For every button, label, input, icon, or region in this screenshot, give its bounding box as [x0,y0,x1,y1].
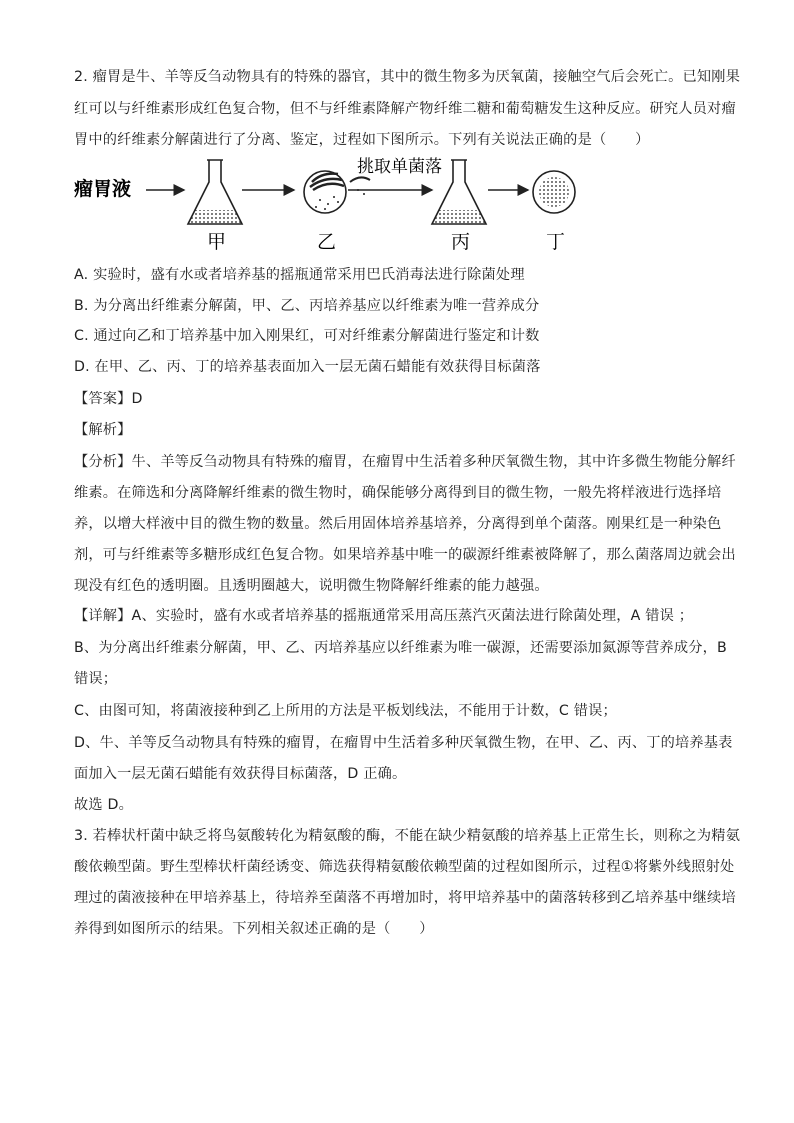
pick-colony-label: 挑取单菌落 [357,157,442,177]
analysis-line-3: 养，以增大样液中目的微生物的数量。然后用固体培养基培养，分离得到单个菌落。刚果红是一种染色 [74,516,722,532]
analysis-title: 【解析】 [74,422,132,438]
rumen-fluid-label: 瘤胃液 [74,178,132,200]
streak-plate-yi-icon [304,171,346,213]
detail-line-4: C、由图可知，将菌液接种到乙上所用的方法是平板划线法，不能用于计数，C 错误； [74,703,617,719]
detail-line-2: B、为分离出纤维素分解菌，甲、乙、丙培养基应以纤维素为唯一碳源，还需要添加氮源等营养成分，B [74,640,727,656]
detail-line-6: 面加入一层无菌石蜡能有效获得目标菌落，D 正确。 [74,766,407,782]
option-c: C. 通过向乙和丁培养基中加入刚果红，可对纤维素分解菌进行鉴定和计数 [74,328,540,344]
label-ding: 丁 [546,231,566,253]
detail-line-1: 【详解】A、实验时，盛有水或者培养基的摇瓶通常采用高压蒸汽灭菌法进行除菌处理，A 错误 ； [74,608,694,624]
q2-stem-line-2: 红可以与纤维素形成红色复合物，但不与纤维素降解产物纤维二糖和葡萄糖发生这种反应。研究人员对瘤 [74,101,736,117]
q2-stem-line-3: 胃中的纤维素分解菌进行了分离、鉴定，过程如下图所示。下列有关说法正确的是（ ） [74,132,650,148]
detail-line-5: D、牛、羊等反刍动物具有特殊的瘤胃，在瘤胃中生活着多种厌氧微生物，在甲、乙、丙、丁的培养基表 [74,735,733,751]
q3-stem-line-3: 理过的菌液接种在甲培养基上，待培养至菌落不再增加时，将甲培养基中的菌落转移到乙培养基中继续培 [74,890,736,906]
analysis-line-4: 剂，可与纤维素等多糖形成红色复合物。如果培养基中唯一的碳源纤维素被降解了，那么菌落周边就会出 [74,547,736,563]
q3-stem-line-1: 3. 若棒状杆菌中缺乏将鸟氨酸转化为精氨酸的酶，不能在缺少精氨酸的培养基上正常生长，则称之为精氨 [74,828,741,844]
q3-stem-line-2: 酸依赖型菌。野生型棒状杆菌经诱变、筛选获得精氨酸依赖型菌的过程如图所示，过程①将紫外线照射处 [74,859,735,875]
answer: 【答案】D [74,391,143,407]
label-yi: 乙 [317,231,337,253]
option-a: A. 实验时，盛有水或者培养基的摇瓶通常采用巴氏消毒法进行除菌处理 [74,267,525,283]
option-d: D. 在甲、乙、丙、丁的培养基表面加入一层无菌石蜡能有效获得目标菌落 [74,359,541,375]
q2-stem-line-1: 2. 瘤胃是牛、羊等反刍动物具有的特殊的器官，其中的微生物多为厌氧菌，接触空气后会死亡。已知刚果 [74,69,741,85]
q3-stem-line-4: 养得到如图所示的结果。下列相关叙述正确的是（ ） [74,921,434,937]
option-b: B. 为分离出纤维素分解菌，甲、乙、丙培养基应以纤维素为唯一营养成分 [74,298,540,314]
spread-plate-ding-icon [533,171,575,213]
analysis-line-2: 维素。在筛选和分离降解纤维素的微生物时，确保能够分离得到目的微生物，一般先将样液进行选择培 [74,485,722,501]
flask-jia-icon [188,160,242,224]
analysis-line-1: 【分析】牛、羊等反刍动物具有特殊的瘤胃，在瘤胃中生活着多种厌氧微生物，其中许多微生物能分解纤 [74,454,736,470]
isolation-process-diagram [70,152,630,257]
colony-streak-icon [350,177,370,195]
analysis-line-5: 现没有红色的透明圈。且透明圈越大，说明微生物降解纤维素的能力越强。 [74,578,549,594]
label-bing: 丙 [451,231,471,253]
label-jia: 甲 [207,231,227,253]
detail-line-7: 故选 D。 [74,797,133,813]
detail-line-3: 错误； [74,671,118,687]
